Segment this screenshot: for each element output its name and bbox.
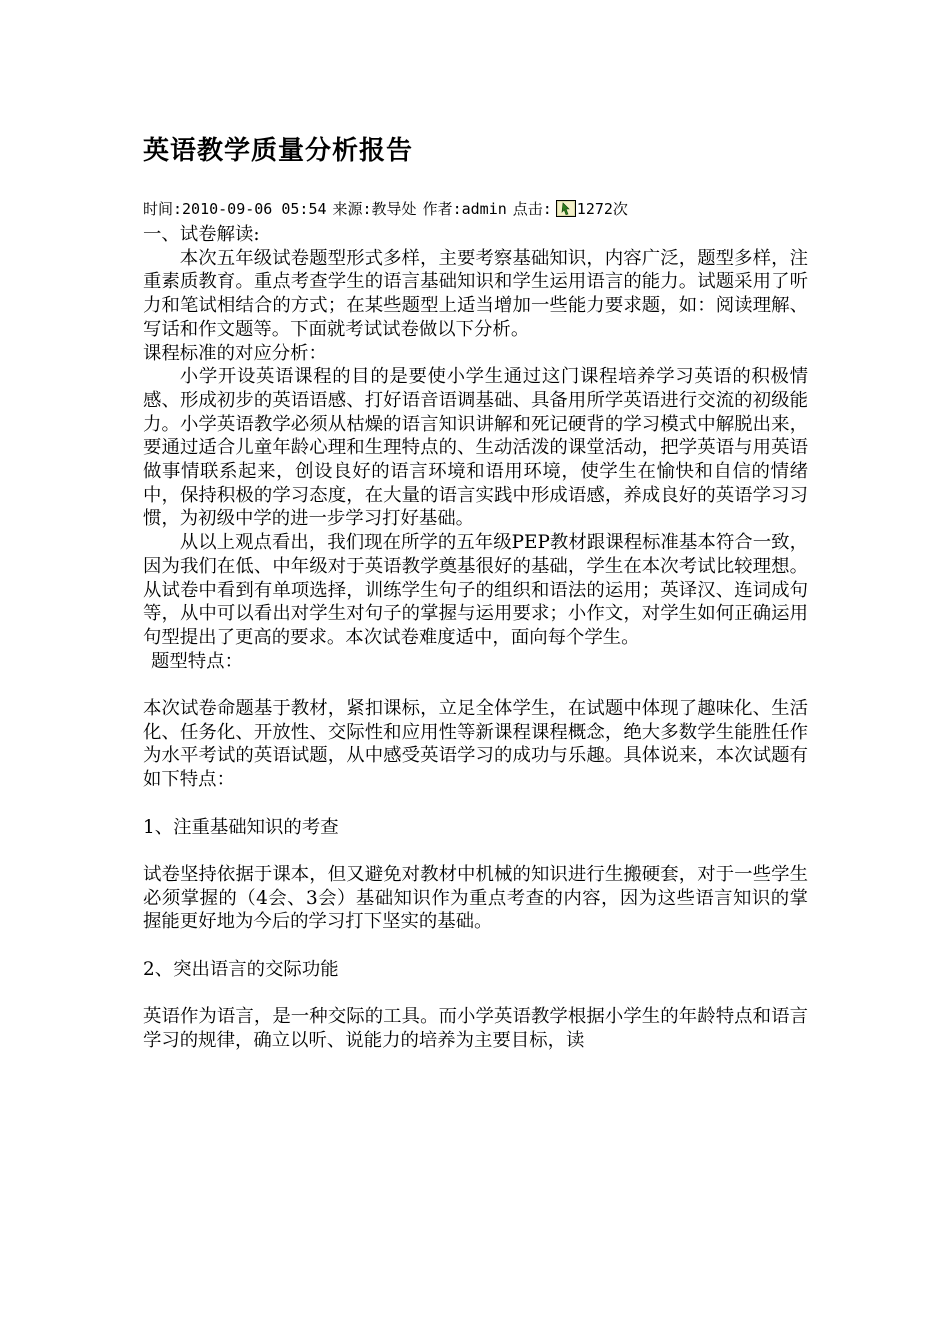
body-paragraph: 从以上观点看出，我们现在所学的五年级PEP教材跟课程标准基本符合一致，因为我们在低、中年级对于英语教学奠基很好的基础，学生在本次考试比较理想。从试卷中看到有单项选择，训练学生句子的组织和语法的运用；英译汉、连词成句等，从中可以看出对学生对句子的掌握与运用要求；小作文，对学生如何正确运用句型提出了更高的要求。本次试卷难度适中，面向每个学生。 bbox=[143, 532, 808, 648]
article-title: 英语教学质量分析报告 bbox=[143, 136, 414, 166]
body-paragraph: 本次试卷命题基于教材，紧扣课标，立足全体学生，在试题中体现了趣味化、生活化、任务化、开放性、交际性和应用性等新课程课程概念，绝大多数学生能胜任作为水平考试的英语试题，从中感受英语学习的成功与乐趣。具体说来，本次试题有如下特点： bbox=[143, 698, 808, 791]
meta-time: 时间:2010-09-06 05:54 bbox=[143, 200, 327, 218]
body-paragraph: 小学开设英语课程的目的是要使小学生通过这门课程培养学习英语的积极情感、形成初步的英语语感、打好语音语调基础、具备用所学英语进行交流的初级能力。小学英语教学必须从枯燥的语言知识讲解和死记硬背的学习模式中解脱出来，要通过适合儿童年龄心理和生理特点的、生动活泼的课堂活动，把学英语与用英语做事情联系起来，创设良好的语言环境和语用环境，使学生在愉快和自信的情绪中，保持积极的学习态度，在大量的语言实践中形成语感，养成良好的英语学习习惯，为初级中学的进一步学习打好基础。 bbox=[143, 366, 808, 530]
section-heading: 课程标准的对应分析： bbox=[143, 342, 327, 364]
meta-click-count: 1272 bbox=[576, 199, 613, 218]
subsection-heading: 1、注重基础知识的考查 bbox=[143, 816, 339, 838]
article-meta bbox=[143, 198, 628, 219]
meta-clicks-label: 点击: bbox=[512, 200, 552, 218]
section-heading: 一、试卷解读: bbox=[143, 224, 260, 245]
subsection-heading: 2、突出语言的交际功能 bbox=[143, 958, 339, 980]
meta-click-unit: 次 bbox=[612, 200, 628, 218]
body-paragraph: 英语作为语言，是一种交际的工具。而小学英语教学根据小学生的年龄特点和语言学习的规律，确立以听、说能力的培养为主要目标，读 bbox=[143, 1006, 808, 1051]
meta-source: 来源:教导处 bbox=[332, 200, 417, 218]
body-paragraph: 试卷坚持依据于课本，但又避免对教材中机械的知识进行生搬硬套，对于一些学生必须掌握的（4会、3会）基础知识作为重点考查的内容，因为这些语言知识的掌握能更好地为今后的学习打下坚实的基础。 bbox=[143, 863, 808, 933]
body-paragraph: 本次五年级试卷题型形式多样，主要考察基础知识，内容广泛，题型多样，注重素质教育。重点考查学生的语言基础知识和学生运用语言的能力。试题采用了听力和笔试相结合的方式；在某些题型上适当增加一些能力要求题，如：阅读理解、写话和作文题等。下面就考试试卷做以下分析。 bbox=[143, 247, 808, 340]
meta-author: 作者:admin bbox=[422, 200, 507, 218]
article-body bbox=[143, 223, 808, 1053]
section-heading: 题型特点： bbox=[151, 650, 243, 672]
click-counter-icon bbox=[556, 200, 576, 217]
